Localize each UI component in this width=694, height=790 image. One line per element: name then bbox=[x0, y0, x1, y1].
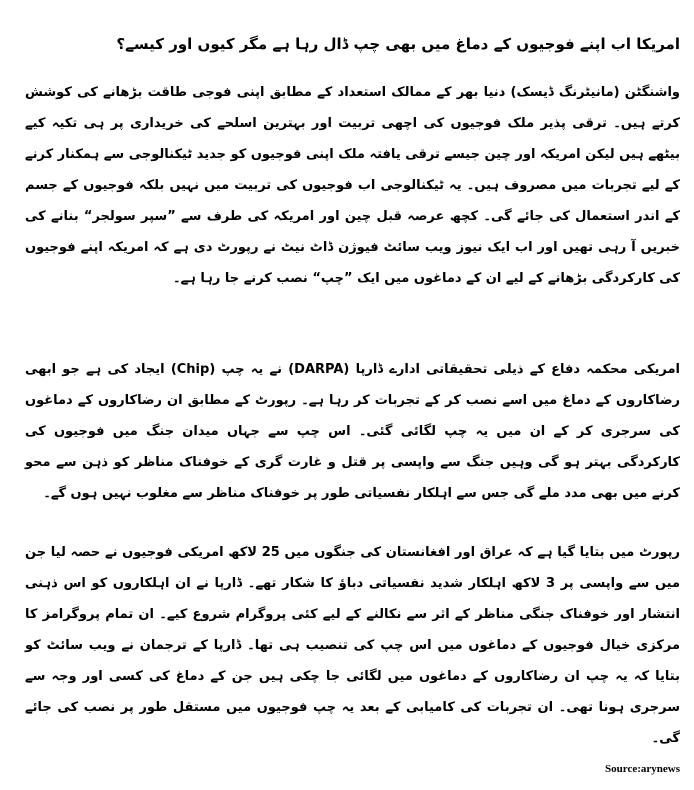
article-source: Source:arynews bbox=[605, 763, 680, 775]
article-paragraph-2: امریکی محکمہ دفاع کے ذیلی تحقیقاتی ادارے ڈارپا (DARPA) نے یہ چپ (Chip) ایجاد کی ہے جو ابھی رضاکاروں کے دماغ میں اسے نصب کر کے تجربات کر رہا ہے۔ رپورٹ کے مطابق ان رضاکاروں کے دماغوں کی سرجری کر کے ان میں یہ چپ لگائی گئی۔ اس چپ سے جہاں میدان جنگ میں فوجیوں کی کارکردگی بہتر ہو گی وہیں جنگ سے واپسی پر قتل و غارت گری کے خوفناک مناظر کو ذہن سے محو کرنے میں بھی مدد ملے گی جس سے اہلکار نفسیاتی طور پر خوفناک مناظر سے مغلوب نہیں ہوں گے۔ bbox=[25, 362, 680, 501]
article-headline: امریکا اب اپنے فوجیوں کے دماغ میں بھی چپ ڈال رہا ہے مگر کیوں اور کیسے؟ bbox=[116, 35, 680, 53]
article-paragraph-3: رپورٹ میں بتایا گیا ہے کہ عراق اور افغانستان کی جنگوں میں 25 لاکھ امریکی فوجیوں نے حصہ لیا جن میں سے واپسی پر 3 لاکھ اہلکار شدید نفسیاتی دباؤ کا شکار تھے۔ ڈارپا نے ان اہلکاروں کو اس ذہنی انتشار اور خوفناک جنگی مناظر کے اثر سے نکالنے کے لیے کئی پروگرام شروع کیے۔ ان تمام پروگرامز کا مرکزی خیال فوجیوں کے دماغوں میں اس چپ کی تنصیب ہی تھا۔ ڈارپا کے ترجمان نے ویب سائٹ کو بتایا کہ یہ چپ ان رضاکاروں کے دماغوں میں لگائی جا چکی ہیں جن کے دماغ کی کسی اور وجہ سے سرجری ہونا تھی۔ ان تجربات کی کامیابی کے بعد یہ چپ فوجیوں میں مستقل طور پر نصب کی جائے گی۔ bbox=[25, 545, 681, 746]
article-paragraph-1: واشنگٹن (مانیٹرنگ ڈیسک) دنیا بھر کے ممالک استعداد کے مطابق اپنی فوجی طاقت بڑھانے کی کوشش کرتے ہیں۔ ترقی پذیر ملک فوجیوں کی اچھی تربیت اور بہترین اسلحے کی خریداری پر ہی تکیہ کیے بیٹھے ہیں لیکن امریکہ اور چین جیسے ترقی یافتہ ملک اپنی فوجیوں کو جدید ٹیکنالوجی سے ہمکنار کرنے کے لیے تجربات میں مصروف ہیں۔ یہ ٹیکنالوجی اب فوجیوں کی تربیت میں نہیں بلکہ فوجیوں کے جسم کے اندر استعمال کی جائے گی۔ کچھ عرصہ قبل چین اور امریکہ کی طرف سے ”سپر سولجر“ بنانے کی خبریں آ رہی تھیں اور اب ایک نیوز ویب سائٹ فیوژن ڈاٹ نیٹ نے رپورٹ دی ہے کہ امریکہ اپنے فوجیوں کی کارکردگی بڑھانے کے لیے ان کے دماغوں میں ایک ”چپ“ نصب کرنے جا رہا ہے۔ bbox=[25, 85, 680, 286]
news-article bbox=[20, 0, 680, 790]
